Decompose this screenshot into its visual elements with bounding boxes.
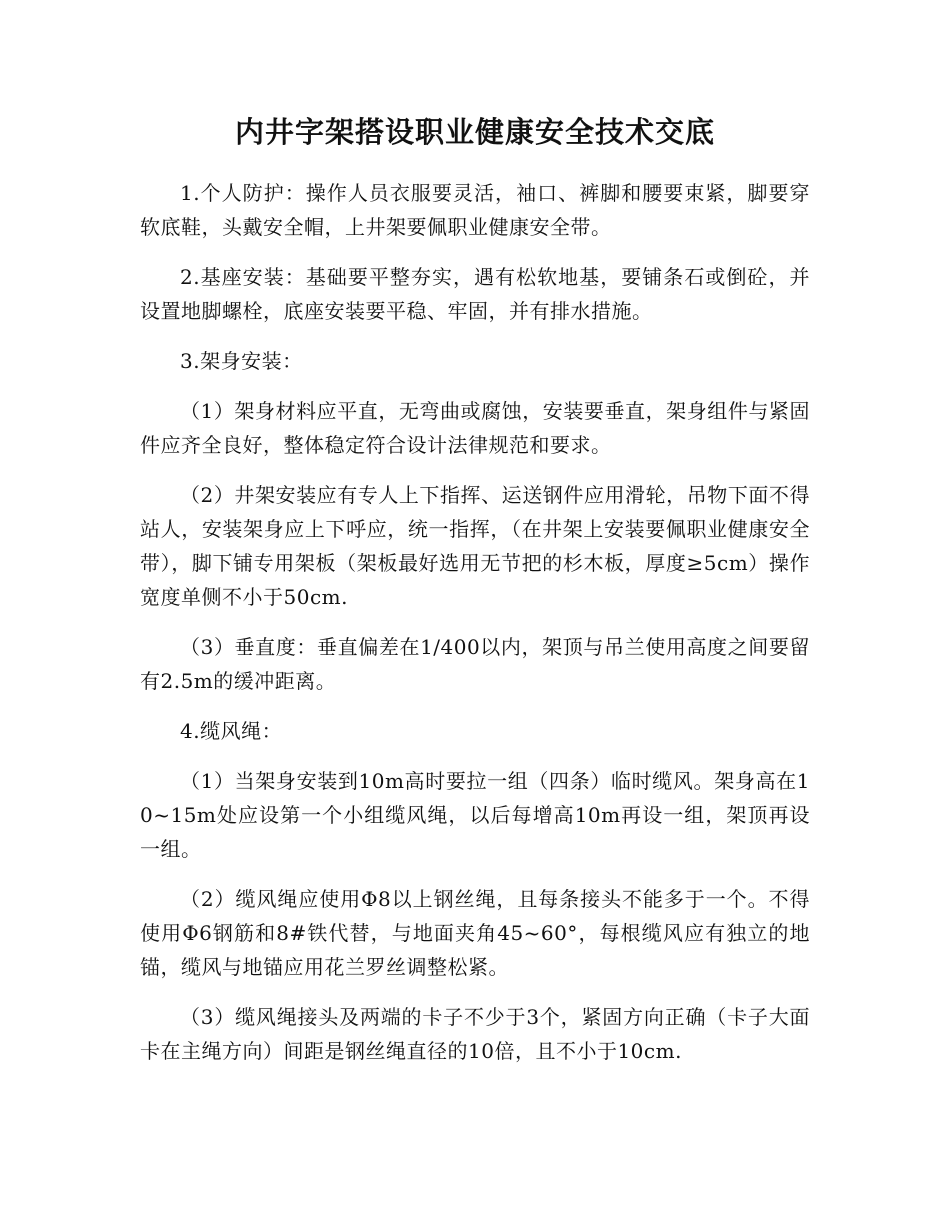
- paragraph-base-installation: 2.基座安装：基础要平整夯实，遇有松软地基，要铺条石或倒砼，并设置地脚螺栓，底座安装要平稳、牢固，并有排水措施。: [140, 265, 810, 323]
- paragraph-personal-protection: 1.个人防护：操作人员衣服要灵活，袖口、裤脚和腰要束紧，脚要穿软底鞋，头戴安全帽，上井架要佩职业健康安全带。: [140, 181, 810, 239]
- paragraph-guy-rope-heading: 4.缆风绳：: [180, 719, 283, 743]
- paragraph-frame-command: （2）井架安装应有专人上下指挥、运送钢件应用滑轮，吊物下面不得站人，安装架身应上下呼应，统一指挥，（在井架上安装要佩职业健康安全带），脚下铺专用架板（架板最好选用无节把的杉木板，厚度≥5cm）操作宽度单侧不小于50cm.: [140, 483, 810, 609]
- paragraph-guy-rope-clamps: （3）缆风绳接头及两端的卡子不少于3个，紧固方向正确（卡子大面卡在主绳方向）间距是钢丝绳直径的10倍，且不小于10cm.: [140, 1005, 810, 1063]
- document-title: 内井字架搭设职业健康安全技术交底: [234, 115, 715, 149]
- paragraph-frame-installation-heading: 3.架身安装：: [180, 349, 303, 373]
- paragraph-frame-material: （1）架身材料应平直，无弯曲或腐蚀，安装要垂直，架身组件与紧固件应齐全良好，整体稳定符合设计法律规范和要求。: [140, 399, 810, 457]
- paragraph-verticality: （3）垂直度：垂直偏差在1/400以内，架顶与吊兰使用高度之间要留有2.5m的缓冲距离。: [140, 635, 810, 693]
- paragraph-guy-rope-temporary: （1）当架身安装到10m高时要拉一组（四条）临时缆风。架身高在10~15m处应设第一个小组缆风绳，以后每增高10m再设一组，架顶再设一组。: [140, 769, 810, 861]
- paragraph-guy-rope-material: （2）缆风绳应使用Φ8以上钢丝绳，且每条接头不能多于一个。不得使用Φ6钢筋和8#铁代替，与地面夹角45~60°，每根缆风应有独立的地锚，缆风与地锚应用花兰罗丝调整松紧。: [140, 887, 810, 979]
